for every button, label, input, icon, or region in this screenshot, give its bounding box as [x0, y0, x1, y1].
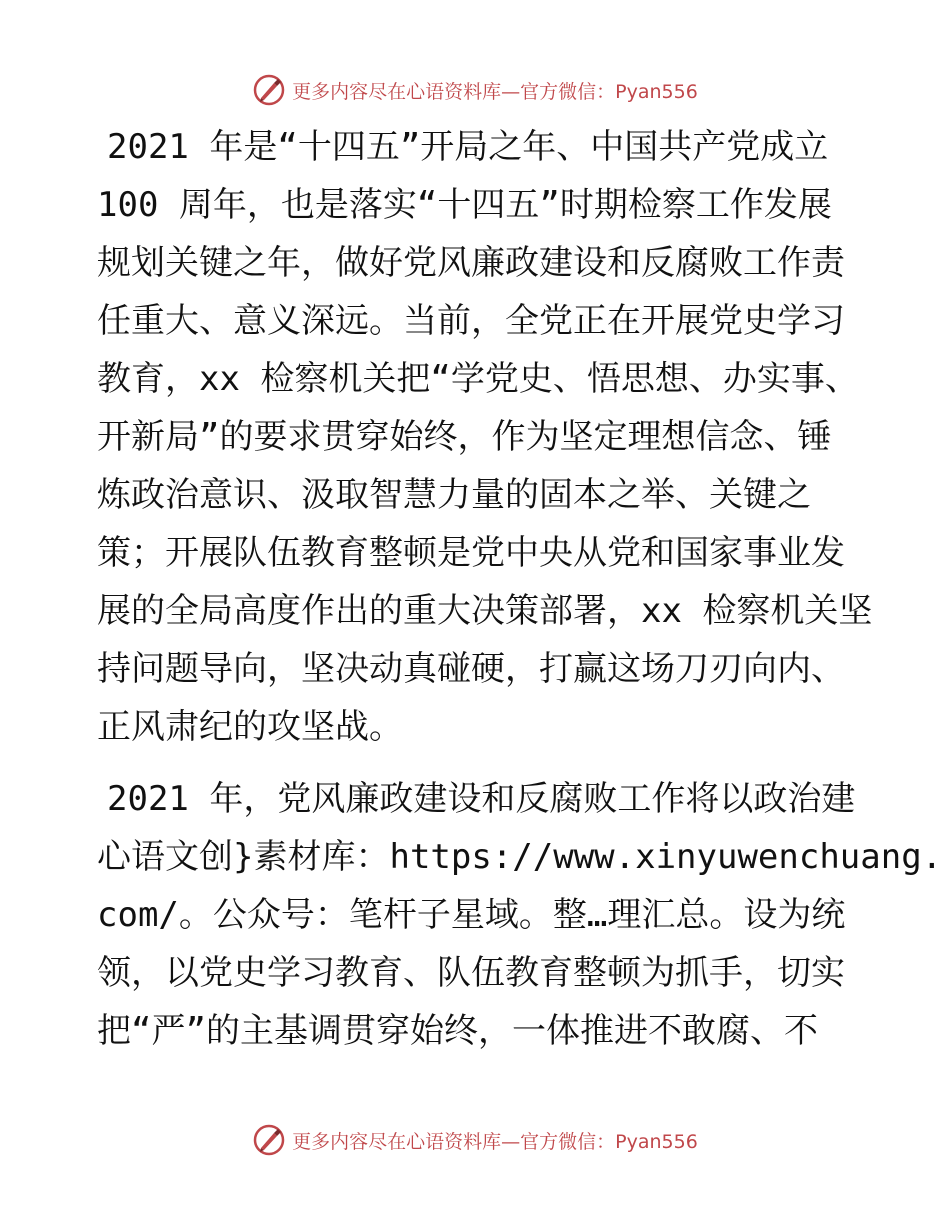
footer-banner-text: 更多内容尽在心语资料库—官方微信：Pyan556 [292, 1130, 698, 1153]
paragraph-2-line: com/。公众号：笔杆子星域。整…理汇总。设为统 [97, 895, 846, 935]
paragraph-2-line: 心语文创}素材库：https://www.xinyuwenchuang. [97, 837, 943, 877]
paragraph-2-line: 把“严”的主基调贯穿始终，一体推进不敢腐、不 [97, 1011, 818, 1051]
paragraph-1-line: 展的全局高度作出的重大决策部署，xx 检察机关坚 [97, 591, 873, 631]
paragraph-1-line: 炼政治意识、汲取智慧力量的固本之举、关键之 [97, 475, 811, 515]
pen-logo-icon [252, 1123, 286, 1157]
paragraph-1-line: 任重大、意义深远。当前，全党正在开展党史学习 [97, 301, 845, 341]
header-banner-text: 更多内容尽在心语资料库—官方微信：Pyan556 [292, 80, 698, 103]
paragraph-2-line: 领，以党史学习教育、队伍教育整顿为抓手，切实 [97, 953, 845, 993]
header-watermark-banner [0, 70, 950, 110]
header-wechat-id: Pyan556 [615, 80, 698, 103]
paragraph-1-line: 2021 年是“十四五”开局之年、中国共产党成立 [107, 127, 829, 167]
pen-logo-icon [252, 73, 286, 107]
paragraph-1-line: 开新局”的要求贯穿始终，作为坚定理想信念、锤 [97, 417, 832, 457]
paragraph-1-line: 100 周年，也是落实“十四五”时期检察工作发展 [97, 185, 832, 225]
paragraph-1-line: 正风肃纪的攻坚战。 [97, 707, 403, 747]
paragraph-2-line: 2021 年，党风廉政建设和反腐败工作将以政治建 [107, 779, 856, 819]
footer-wechat-id: Pyan556 [615, 1130, 698, 1153]
footer-watermark-banner [0, 1120, 950, 1160]
paragraph-1 [97, 118, 873, 756]
paragraph-2 [97, 770, 943, 1060]
paragraph-1-line: 策；开展队伍教育整顿是党中央从党和国家事业发 [97, 533, 845, 573]
paragraph-1-line: 教育，xx 检察机关把“学党史、悟思想、办实事、 [97, 359, 859, 399]
paragraph-1-line: 规划关键之年，做好党风廉政建设和反腐败工作责 [97, 243, 845, 283]
paragraph-1-line: 持问题导向，坚决动真碰硬，打赢这场刀刃向内、 [97, 649, 845, 689]
document-body [97, 118, 943, 1060]
